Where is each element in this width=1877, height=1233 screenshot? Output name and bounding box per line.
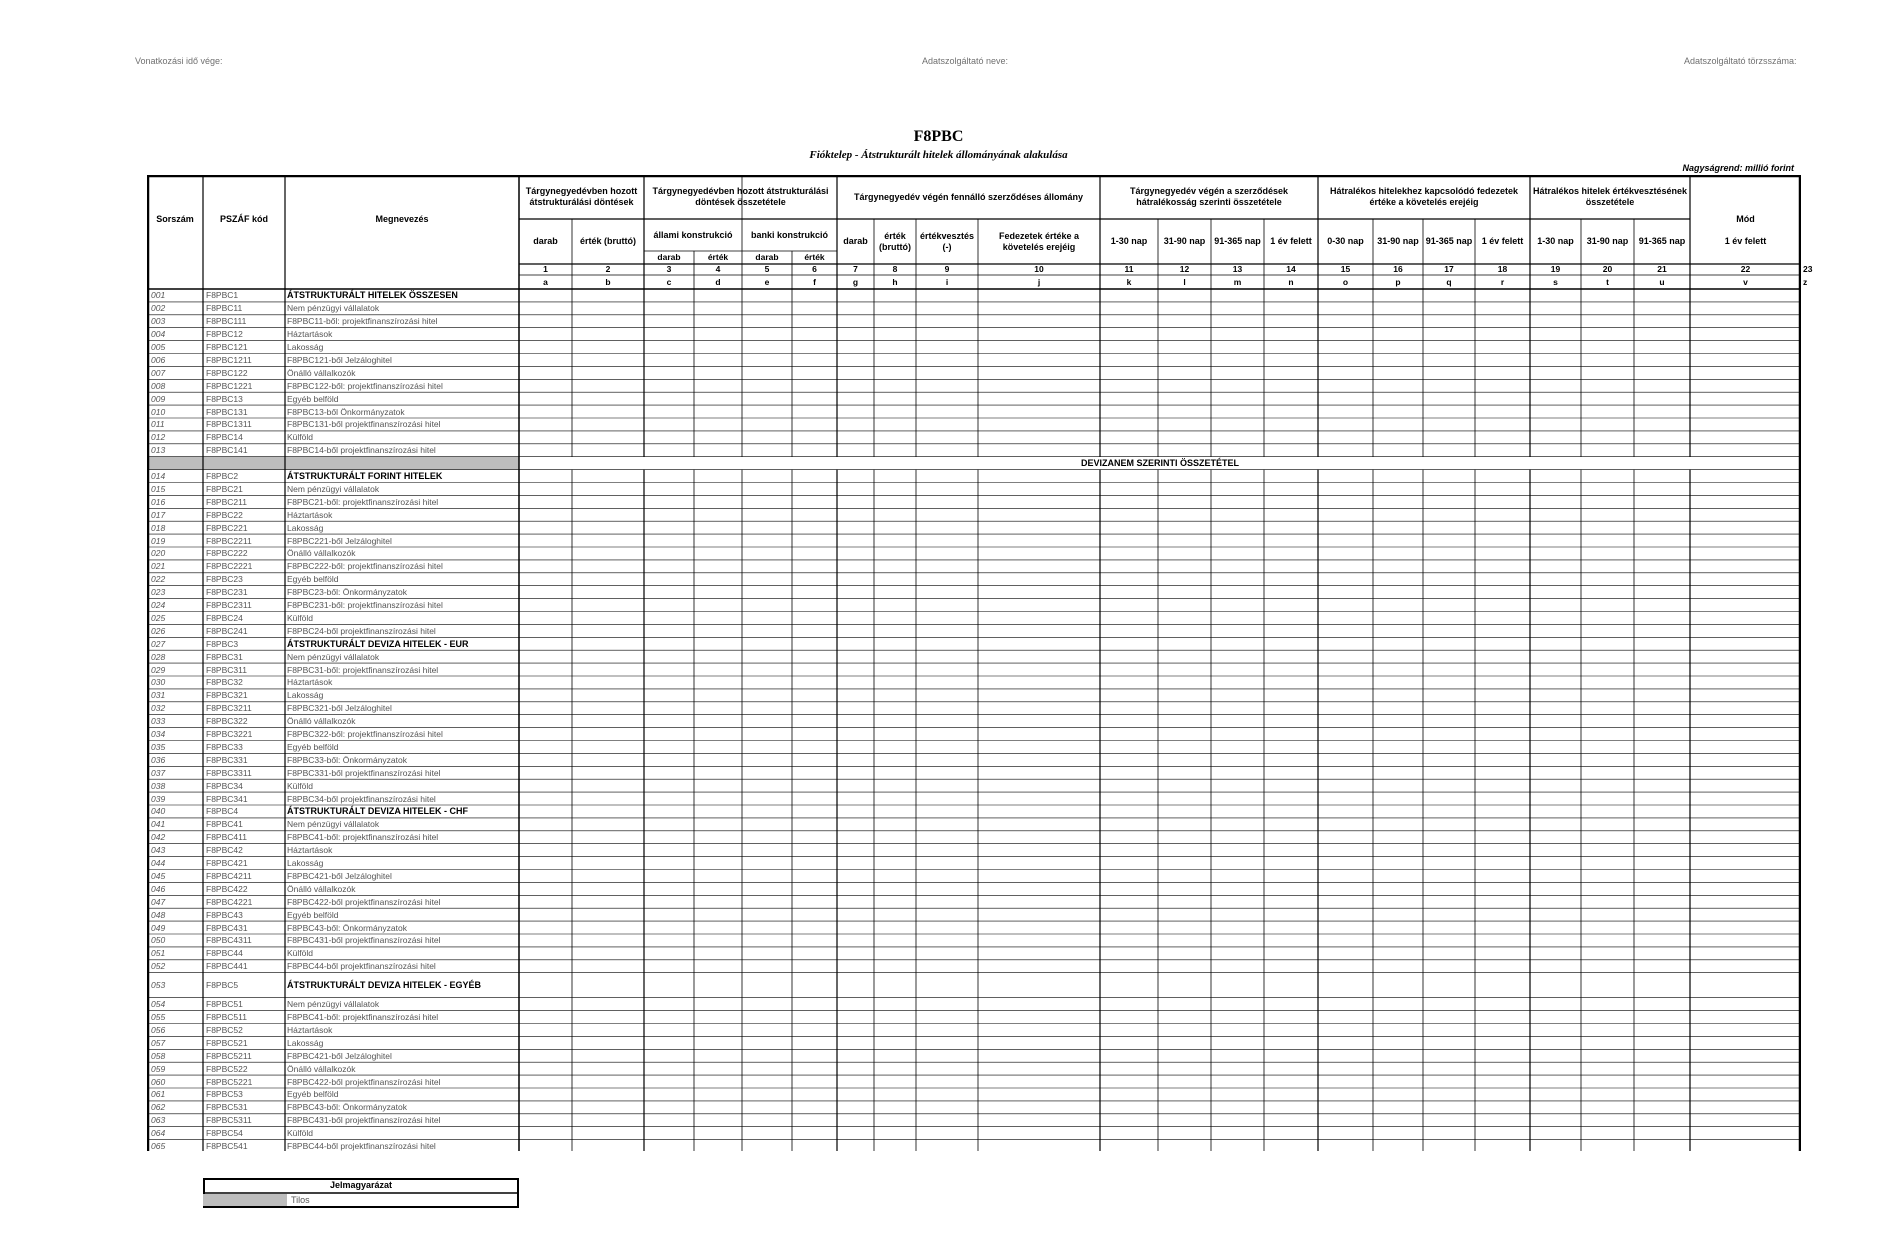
row-code: F8PBC4311	[206, 935, 252, 946]
row-code: F8PBC1221	[206, 380, 253, 391]
row-code: F8PBC21	[206, 483, 243, 494]
col-header-leaf-17: 91-365 nap	[1425, 236, 1473, 246]
row-number: 028	[151, 651, 166, 662]
row-code: F8PBC14	[206, 432, 243, 443]
row-code: F8PBC53	[206, 1089, 243, 1100]
row-code: F8PBC421	[206, 858, 248, 869]
row-number: 032	[151, 703, 166, 714]
row-code: F8PBC43	[206, 909, 243, 920]
row-number: 031	[151, 690, 166, 701]
col-header-leaf-19: 1-30 nap	[1537, 236, 1574, 246]
row-code: F8PBC141	[206, 445, 248, 456]
col-group-header-4: Tárgynegyedév végén a szerződések hátralékosság szerinti összetétele	[1129, 186, 1289, 207]
row-code: F8PBC5311	[206, 1115, 252, 1126]
row-name: Egyéb belföld	[287, 1089, 339, 1100]
row-code: F8PBC322	[206, 716, 248, 727]
col-number-10: 10	[1034, 264, 1044, 274]
row-code: F8PBC44	[206, 948, 243, 959]
row-number: 060	[151, 1076, 166, 1087]
col-subheader-allami: állami konstrukció	[653, 229, 733, 240]
col-letter-7: g	[852, 276, 859, 287]
row-number: 019	[151, 535, 166, 546]
row-name: F8PBC431-ből projektfinanszírozási hitel	[287, 935, 441, 946]
row-name: F8PBC41-ből: projektfinanszírozási hitel	[287, 1012, 439, 1023]
row-number: 050	[151, 935, 166, 946]
row-number: 041	[151, 819, 166, 830]
row-number: 026	[151, 625, 166, 636]
row-number: 030	[151, 677, 166, 688]
row-code: F8PBC2211	[206, 535, 252, 546]
row-number: 017	[151, 509, 166, 520]
row-number: 033	[151, 716, 166, 727]
row-name: Külföld	[287, 432, 313, 443]
row-code: F8PBC4211	[206, 870, 252, 881]
row-number: 001	[151, 290, 166, 301]
row-number: 013	[151, 445, 166, 456]
col-letter-23: z	[1803, 276, 1808, 287]
row-number: 005	[151, 342, 166, 353]
row-code: F8PBC2221	[206, 561, 253, 572]
row-number: 037	[151, 767, 166, 778]
row-name: Önálló vállalkozók	[287, 367, 356, 378]
col-number-14: 14	[1286, 264, 1296, 274]
row-code: F8PBC3211	[206, 703, 252, 714]
row-name: ÁTSTRUKTURÁLT DEVIZA HITELEK - CHF	[287, 806, 468, 817]
row-code: F8PBC241	[206, 625, 248, 636]
row-number: 024	[151, 600, 166, 611]
col-number-15: 15	[1340, 264, 1351, 274]
row-number: 047	[151, 896, 166, 907]
col-header-leaf-18: 1 év felett	[1481, 236, 1524, 246]
row-name: Lakosság	[287, 1037, 324, 1048]
col-header-leaf-3: darab	[657, 252, 681, 262]
row-number: 048	[151, 909, 166, 920]
row-number: 062	[151, 1102, 166, 1113]
row-name: F8PBC422-ből projektfinanszírozási hitel	[287, 1076, 441, 1087]
col-number-13: 13	[1232, 264, 1243, 274]
row-code: F8PBC511	[206, 1012, 247, 1023]
row-name: Önálló vállalkozók	[287, 548, 356, 559]
row-code: F8PBC211	[206, 496, 247, 507]
row-name: Egyéb belföld	[287, 574, 339, 585]
row-number: 063	[151, 1115, 166, 1126]
row-name: F8PBC41-ből: projektfinanszírozási hitel	[287, 832, 439, 843]
data-table	[147, 175, 1813, 1152]
row-number: 004	[151, 329, 166, 340]
col-number-4: 4	[715, 264, 721, 274]
row-code: F8PBC431	[206, 922, 248, 933]
row-number: 020	[151, 548, 166, 559]
row-name: F8PBC21-ből: projektfinanszírozási hitel	[287, 496, 439, 507]
row-code: F8PBC2	[206, 471, 239, 482]
row-name: Külföld	[287, 612, 313, 623]
row-code: F8PBC4221	[206, 896, 253, 907]
col-number-20: 20	[1602, 264, 1613, 274]
row-number: 057	[151, 1037, 166, 1048]
row-code: F8PBC341	[206, 793, 248, 804]
row-name: Lakosság	[287, 522, 324, 533]
row-name: Háztartások	[287, 845, 333, 856]
col-header-leaf-16: 31-90 nap	[1377, 236, 1419, 246]
row-code: F8PBC5211	[206, 1050, 252, 1061]
col-number-17: 17	[1444, 264, 1454, 274]
row-name: F8PBC322-ből: projektfinanszírozási hitel	[287, 729, 443, 740]
col-header-leaf-2: érték (bruttó)	[580, 236, 636, 246]
col-letter-20: t	[1606, 276, 1609, 287]
row-name: F8PBC34-ből projektfinanszírozási hitel	[287, 793, 436, 804]
row-name: Nem pénzügyi vállalatok	[287, 999, 380, 1010]
row-code: F8PBC221	[206, 522, 248, 533]
row-name: F8PBC321-ből Jelzáloghitel	[287, 703, 392, 714]
row-number: 007	[151, 367, 166, 378]
col-header-leaf-7: darab	[843, 236, 868, 246]
row-name: F8PBC33-ből: Önkormányzatok	[287, 754, 407, 765]
row-name: Külföld	[287, 1128, 313, 1139]
row-code: F8PBC13	[206, 393, 243, 404]
legend-swatch-forbidden	[203, 1194, 287, 1206]
row-name: F8PBC43-ből: Önkormányzatok	[287, 922, 407, 933]
row-name: F8PBC421-ből Jelzáloghitel	[287, 870, 392, 881]
row-code: F8PBC3311	[206, 767, 252, 778]
col-header-leaf-13: 91-365 nap	[1214, 236, 1261, 246]
row-number: 016	[151, 496, 166, 507]
row-name: Egyéb belföld	[287, 393, 339, 404]
row-name: ÁTSTRUKTURÁLT DEVIZA HITELEK - EUR	[287, 638, 469, 649]
row-number: 058	[151, 1050, 166, 1061]
col-header-leaf-6: érték	[804, 252, 825, 262]
row-name: Háztartások	[287, 329, 333, 340]
row-name: F8PBC121-ből Jelzáloghitel	[287, 354, 392, 365]
legend-label-forbidden: Tilos	[291, 1195, 310, 1205]
row-name: F8PBC43-ből: Önkormányzatok	[287, 1102, 407, 1113]
row-code: F8PBC411	[206, 832, 247, 843]
row-name: Lakosság	[287, 342, 324, 353]
col-letter-19: s	[1553, 276, 1558, 287]
row-code: F8PBC131	[206, 406, 248, 417]
row-number: 035	[151, 741, 166, 752]
row-name: Külföld	[287, 780, 313, 791]
col-group-header-1: Tárgynegyedévben hozott átstrukturálási döntések	[525, 186, 638, 207]
col-number-9: 9	[944, 264, 950, 274]
period-end-label: Vonatkozási idő vége:	[135, 56, 223, 66]
row-code: F8PBC231	[206, 587, 248, 598]
col-letter-21: u	[1659, 276, 1665, 287]
col-letter-11: k	[1126, 276, 1132, 287]
row-name: Önálló vállalkozók	[287, 883, 356, 894]
row-name: F8PBC421-ből Jelzáloghitel	[287, 1050, 392, 1061]
row-number: 006	[151, 354, 166, 365]
col-number-21: 21	[1657, 264, 1667, 274]
row-code: F8PBC111	[206, 316, 247, 327]
row-name: F8PBC231-ből: projektfinanszírozási hitel	[287, 600, 443, 611]
col-header-leaf-15: 0-30 nap	[1327, 236, 1364, 246]
row-code: F8PBC12	[206, 329, 243, 340]
col-number-2: 2	[605, 264, 611, 274]
row-code: F8PBC1	[206, 290, 239, 301]
col-letter-18: r	[1500, 276, 1505, 287]
col-header-leaf-14: 1 év felett	[1270, 236, 1312, 246]
col-letter-12: l	[1183, 276, 1186, 287]
row-name: ÁTSTRUKTURÁLT FORINT HITELEK	[287, 471, 443, 482]
row-code: F8PBC34	[206, 780, 243, 791]
row-name: F8PBC431-ből projektfinanszírozási hitel	[287, 1115, 441, 1126]
row-code: F8PBC4	[206, 806, 239, 817]
col-header-leaf-10: Fedezetek értéke a követelés erejéig	[998, 230, 1080, 252]
row-code: F8PBC2311	[206, 600, 252, 611]
row-code: F8PBC41	[206, 819, 243, 830]
row-code: F8PBC222	[206, 548, 248, 559]
row-name: F8PBC331-ből projektfinanszírozási hitel	[287, 767, 441, 778]
col-subheader-banki: banki konstrukció	[750, 229, 829, 240]
row-name: Háztartások	[287, 509, 333, 520]
col-number-3: 3	[666, 264, 672, 274]
col-number-5: 5	[764, 264, 770, 274]
row-code: F8PBC522	[206, 1063, 248, 1074]
row-number: 052	[151, 961, 166, 972]
row-name: F8PBC131-ből projektfinanszírozási hitel	[287, 419, 441, 430]
row-name: F8PBC13-ből Önkormányzatok	[287, 406, 405, 417]
col-header-leaf-5: darab	[755, 252, 779, 262]
row-number: 008	[151, 380, 166, 391]
row-number: 049	[151, 922, 166, 933]
unit-note: Nagyságrend: millió forint	[1682, 163, 1794, 173]
col-letter-2: b	[605, 276, 611, 287]
row-number: 053	[151, 980, 166, 991]
row-name: Háztartások	[287, 677, 333, 688]
row-number: 038	[151, 780, 166, 791]
row-code: F8PBC11	[206, 303, 243, 314]
col-letter-15: o	[1342, 276, 1349, 287]
row-number: 025	[151, 612, 166, 623]
row-code: F8PBC122	[206, 367, 248, 378]
col-number-6: 6	[812, 264, 817, 274]
row-number: 043	[151, 845, 166, 856]
col-header-leaf-8: érték (bruttó)	[879, 230, 911, 252]
col-header-pszaf: PSZÁF kód	[219, 214, 268, 224]
row-code: F8PBC3	[206, 638, 239, 649]
row-number: 021	[151, 561, 166, 572]
row-number: 055	[151, 1012, 166, 1023]
row-number: 051	[151, 948, 166, 959]
row-name: Nem pénzügyi vállalatok	[287, 651, 380, 662]
section-label-currency: DEVIZANEM SZERINTI ÖSSZETÉTEL	[1080, 457, 1239, 468]
row-name: Nem pénzügyi vállalatok	[287, 483, 380, 494]
row-name: F8PBC221-ből Jelzáloghitel	[287, 535, 392, 546]
row-number: 011	[151, 419, 165, 430]
row-number: 015	[151, 483, 166, 494]
row-code: F8PBC54	[206, 1128, 243, 1139]
row-code: F8PBC42	[206, 845, 243, 856]
row-number: 056	[151, 1024, 166, 1035]
col-number-8: 8	[892, 264, 898, 274]
row-name: Külföld	[287, 948, 313, 959]
row-number: 040	[151, 806, 166, 817]
col-group-header-5: Hátralékos hitelekhez kapcsolódó fedezetek értéke a követelés erejéig	[1329, 186, 1519, 207]
row-code: F8PBC121	[206, 342, 248, 353]
row-number: 046	[151, 883, 166, 894]
col-number-19: 19	[1550, 264, 1561, 274]
provider-id-label: Adatszolgáltató törzsszáma:	[1684, 56, 1797, 66]
row-name: ÁTSTRUKTURÁLT DEVIZA HITELEK - EGYÉB	[287, 980, 481, 991]
row-number: 044	[151, 858, 166, 869]
col-letter-9: i	[945, 276, 949, 287]
row-code: F8PBC32	[206, 677, 243, 688]
row-name: Egyéb belföld	[287, 909, 339, 920]
row-number: 065	[151, 1141, 166, 1152]
row-name: Lakosság	[287, 690, 324, 701]
col-header-leaf-11: 1-30 nap	[1110, 236, 1148, 246]
col-letter-8: h	[892, 276, 898, 287]
row-code: F8PBC24	[206, 612, 243, 623]
col-number-1: 1	[543, 264, 548, 274]
row-name: F8PBC24-ből projektfinanszírozási hitel	[287, 625, 436, 636]
col-header-leaf-20: 31-90 nap	[1586, 236, 1629, 246]
row-code: F8PBC31	[206, 651, 243, 662]
col-letter-22: v	[1743, 276, 1748, 287]
row-code: F8PBC422	[206, 883, 248, 894]
col-letter-13: m	[1233, 276, 1242, 287]
col-number-18: 18	[1497, 264, 1508, 274]
col-header-leaf-22: 1 év felett	[1724, 236, 1767, 246]
row-number: 036	[151, 754, 166, 765]
row-number: 002	[151, 303, 166, 314]
row-name: Egyéb belföld	[287, 741, 339, 752]
row-code: F8PBC521	[206, 1037, 248, 1048]
row-code: F8PBC3221	[206, 729, 253, 740]
row-number: 003	[151, 316, 166, 327]
col-letter-4: d	[715, 276, 721, 287]
col-header-leaf-9: értékvesztés (-)	[919, 230, 975, 252]
row-name: F8PBC23-ből: Önkormányzatok	[287, 587, 407, 598]
col-number-7: 7	[853, 264, 858, 274]
row-number: 023	[151, 587, 166, 598]
row-name: Nem pénzügyi vállalatok	[287, 819, 380, 830]
row-number: 022	[151, 574, 166, 585]
col-header-mod: Mód	[1736, 214, 1755, 224]
row-name: Háztartások	[287, 1024, 333, 1035]
row-number: 042	[151, 832, 166, 843]
col-header-leaf-12: 31-90 nap	[1163, 236, 1206, 246]
row-name: Nem pénzügyi vállalatok	[287, 303, 380, 314]
col-number-23: 23	[1803, 264, 1813, 274]
form-code: F8PBC	[913, 128, 964, 145]
row-number: 010	[151, 406, 166, 417]
col-group-header-2: Tárgynegyedévben hozott átstrukturálási döntések összetétele	[652, 186, 829, 207]
row-code: F8PBC331	[206, 754, 248, 765]
row-name: F8PBC31-ből: projektfinanszírozási hitel	[287, 664, 439, 675]
row-code: F8PBC531	[206, 1102, 248, 1113]
row-number: 034	[151, 729, 166, 740]
row-number: 029	[151, 664, 166, 675]
row-name: ÁTSTRUKTURÁLT HITELEK ÖSSZESEN	[287, 290, 458, 301]
row-name: F8PBC44-ből projektfinanszírozási hitel	[287, 961, 436, 972]
row-code: F8PBC5	[206, 980, 239, 991]
provider-name-label: Adatszolgáltató neve:	[922, 56, 1009, 66]
row-name: Önálló vállalkozók	[287, 1063, 356, 1074]
row-name: F8PBC122-ből: projektfinanszírozási hitel	[287, 380, 443, 391]
col-group-header-6: Hátralékos hitelek értékvesztésének összetétele	[1532, 186, 1688, 207]
col-header-leaf-1: darab	[533, 236, 558, 246]
row-code: F8PBC311	[206, 664, 247, 675]
row-number: 012	[151, 432, 166, 443]
row-number: 027	[151, 638, 166, 649]
col-number-16: 16	[1393, 264, 1403, 274]
col-letter-1: a	[543, 276, 548, 287]
col-header-leaf-4: érték	[707, 252, 729, 262]
row-name: Önálló vállalkozók	[287, 716, 356, 727]
col-number-11: 11	[1124, 264, 1134, 274]
form-title: Fióktelep - Átstrukturált hitelek állományának alakulása	[809, 149, 1068, 161]
row-number: 064	[151, 1128, 166, 1139]
col-header-sorszam: Sorszám	[156, 214, 194, 224]
col-letter-10: j	[1037, 276, 1041, 287]
col-number-12: 12	[1179, 264, 1190, 274]
row-code: F8PBC541	[206, 1141, 248, 1152]
row-code: F8PBC51	[206, 999, 243, 1010]
row-code: F8PBC22	[206, 509, 243, 520]
row-name: F8PBC422-ből projektfinanszírozási hitel	[287, 896, 441, 907]
row-number: 014	[151, 471, 166, 482]
legend-title: Jelmagyarázat	[329, 1180, 393, 1190]
col-letter-6: f	[813, 276, 816, 287]
row-code: F8PBC1211	[206, 354, 252, 365]
row-name: Lakosság	[287, 858, 324, 869]
row-code: F8PBC441	[206, 961, 248, 972]
legend	[203, 1178, 519, 1208]
row-code: F8PBC321	[206, 690, 248, 701]
col-letter-3: c	[666, 276, 672, 287]
row-number: 054	[151, 999, 166, 1010]
row-name: F8PBC14-ből projektfinanszírozási hitel	[287, 445, 436, 456]
row-name: F8PBC222-ből: projektfinanszírozási hitel	[287, 561, 443, 572]
row-number: 045	[151, 870, 166, 881]
row-code: F8PBC52	[206, 1024, 243, 1035]
col-letter-5: e	[764, 276, 770, 287]
col-group-header-3: Tárgynegyedév végén fennálló szerződéses állomány	[853, 191, 1084, 202]
col-header-megnevezes: Megnevezés	[375, 214, 429, 224]
row-number: 009	[151, 393, 166, 404]
row-number: 039	[151, 793, 166, 804]
row-code: F8PBC23	[206, 574, 243, 585]
row-code: F8PBC5221	[206, 1076, 253, 1087]
row-number: 061	[151, 1089, 166, 1100]
row-name: F8PBC11-ből: projektfinanszírozási hitel	[287, 316, 438, 327]
col-letter-17: q	[1446, 276, 1452, 287]
col-letter-16: p	[1395, 276, 1401, 287]
col-number-22: 22	[1740, 264, 1751, 274]
col-header-leaf-21: 91-365 nap	[1638, 236, 1686, 246]
row-number: 059	[151, 1063, 166, 1074]
row-number: 018	[151, 522, 166, 533]
col-letter-14: n	[1288, 276, 1294, 287]
row-code: F8PBC33	[206, 741, 243, 752]
row-code: F8PBC1311	[206, 419, 252, 430]
row-name: F8PBC44-ből projektfinanszírozási hitel	[287, 1141, 436, 1152]
